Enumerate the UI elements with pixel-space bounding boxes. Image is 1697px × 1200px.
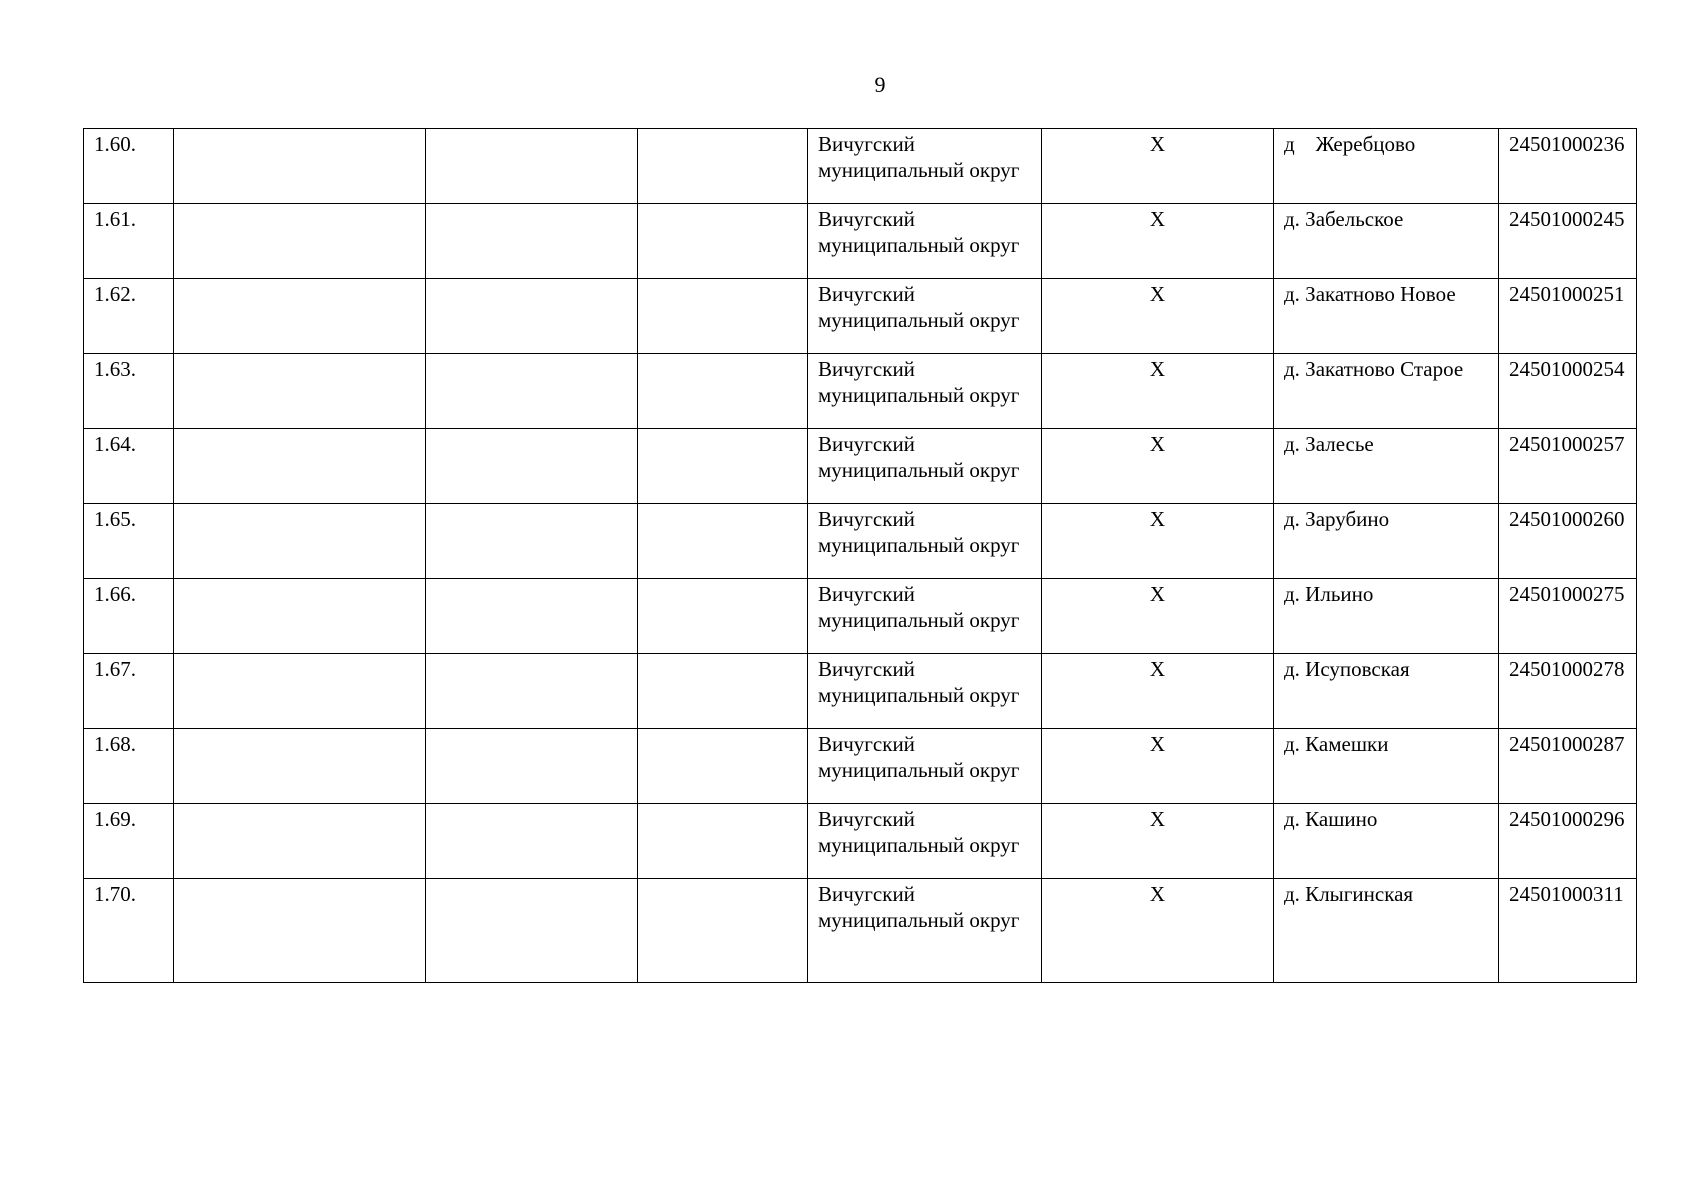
empty-cell (426, 354, 638, 429)
table-row (84, 579, 1637, 654)
empty-cell (638, 429, 808, 504)
empty-cell (426, 579, 638, 654)
empty-cell (638, 204, 808, 279)
table-row (84, 204, 1637, 279)
empty-cell (426, 129, 638, 204)
code-cell: 24501000278 (1499, 654, 1637, 729)
settlement-cell: д. Камешки (1274, 729, 1499, 804)
mark-cell: Х (1042, 804, 1274, 879)
mark-cell: Х (1042, 129, 1274, 204)
mark-cell: Х (1042, 729, 1274, 804)
empty-cell (174, 804, 426, 879)
empty-cell (426, 879, 638, 983)
table-row (84, 429, 1637, 504)
settlement-cell: д Жеребцово (1274, 129, 1499, 204)
settlement-cell: д. Клыгинская (1274, 879, 1499, 983)
row-number-cell: 1.69. (84, 804, 174, 879)
code-cell: 24501000287 (1499, 729, 1637, 804)
mark-cell: Х (1042, 504, 1274, 579)
mark-cell: Х (1042, 879, 1274, 983)
code-cell: 24501000275 (1499, 579, 1637, 654)
empty-cell (426, 654, 638, 729)
settlement-cell: д. Забельское (1274, 204, 1499, 279)
mark-cell: Х (1042, 654, 1274, 729)
table-row (84, 504, 1637, 579)
row-number-cell: 1.60. (84, 129, 174, 204)
table-body (84, 129, 1637, 983)
district-cell: Вичугский муниципальный округ (808, 579, 1042, 654)
row-number-cell: 1.63. (84, 354, 174, 429)
district-cell: Вичугский муниципальный округ (808, 504, 1042, 579)
code-cell: 24501000254 (1499, 354, 1637, 429)
row-number-cell: 1.61. (84, 204, 174, 279)
empty-cell (426, 804, 638, 879)
empty-cell (174, 129, 426, 204)
table-row (84, 354, 1637, 429)
mark-cell: Х (1042, 204, 1274, 279)
code-cell: 24501000296 (1499, 804, 1637, 879)
settlement-cell: д. Закатново Новое (1274, 279, 1499, 354)
empty-cell (174, 204, 426, 279)
settlement-cell: д. Ильино (1274, 579, 1499, 654)
mark-cell: Х (1042, 279, 1274, 354)
table-row (84, 129, 1637, 204)
code-cell: 24501000245 (1499, 204, 1637, 279)
settlements-table (83, 128, 1637, 983)
row-number-cell: 1.70. (84, 879, 174, 983)
table-row (84, 654, 1637, 729)
settlement-cell: д. Исуповская (1274, 654, 1499, 729)
mark-cell: Х (1042, 429, 1274, 504)
row-number-cell: 1.67. (84, 654, 174, 729)
district-cell: Вичугский муниципальный округ (808, 729, 1042, 804)
row-number-cell: 1.66. (84, 579, 174, 654)
code-cell: 24501000236 (1499, 129, 1637, 204)
district-cell: Вичугский муниципальный округ (808, 429, 1042, 504)
row-number-cell: 1.62. (84, 279, 174, 354)
empty-cell (638, 279, 808, 354)
district-cell: Вичугский муниципальный округ (808, 279, 1042, 354)
district-cell: Вичугский муниципальный округ (808, 879, 1042, 983)
empty-cell (174, 654, 426, 729)
empty-cell (426, 504, 638, 579)
empty-cell (426, 729, 638, 804)
settlement-cell: д. Зарубино (1274, 504, 1499, 579)
district-cell: Вичугский муниципальный округ (808, 204, 1042, 279)
district-cell: Вичугский муниципальный округ (808, 654, 1042, 729)
district-cell: Вичугский муниципальный округ (808, 804, 1042, 879)
settlement-cell: д. Закатново Старое (1274, 354, 1499, 429)
empty-cell (174, 354, 426, 429)
code-cell: 24501000251 (1499, 279, 1637, 354)
empty-cell (638, 354, 808, 429)
empty-cell (426, 279, 638, 354)
mark-cell: Х (1042, 354, 1274, 429)
empty-cell (174, 729, 426, 804)
row-number-cell: 1.64. (84, 429, 174, 504)
table-row (84, 879, 1637, 983)
mark-cell: Х (1042, 579, 1274, 654)
empty-cell (174, 579, 426, 654)
code-cell: 24501000260 (1499, 504, 1637, 579)
table-row (84, 729, 1637, 804)
page-number: 9 (874, 72, 886, 97)
empty-cell (638, 504, 808, 579)
empty-cell (426, 429, 638, 504)
settlement-cell: д. Залесье (1274, 429, 1499, 504)
empty-cell (638, 729, 808, 804)
empty-cell (638, 579, 808, 654)
empty-cell (638, 654, 808, 729)
district-cell: Вичугский муниципальный округ (808, 129, 1042, 204)
table-row (84, 804, 1637, 879)
row-number-cell: 1.68. (84, 729, 174, 804)
empty-cell (174, 429, 426, 504)
settlement-cell: д. Кашино (1274, 804, 1499, 879)
empty-cell (174, 879, 426, 983)
empty-cell (638, 879, 808, 983)
empty-cell (426, 204, 638, 279)
empty-cell (638, 129, 808, 204)
table-row (84, 279, 1637, 354)
empty-cell (638, 804, 808, 879)
empty-cell (174, 504, 426, 579)
code-cell: 24501000257 (1499, 429, 1637, 504)
district-cell: Вичугский муниципальный округ (808, 354, 1042, 429)
code-cell: 24501000311 (1499, 879, 1637, 983)
row-number-cell: 1.65. (84, 504, 174, 579)
empty-cell (174, 279, 426, 354)
